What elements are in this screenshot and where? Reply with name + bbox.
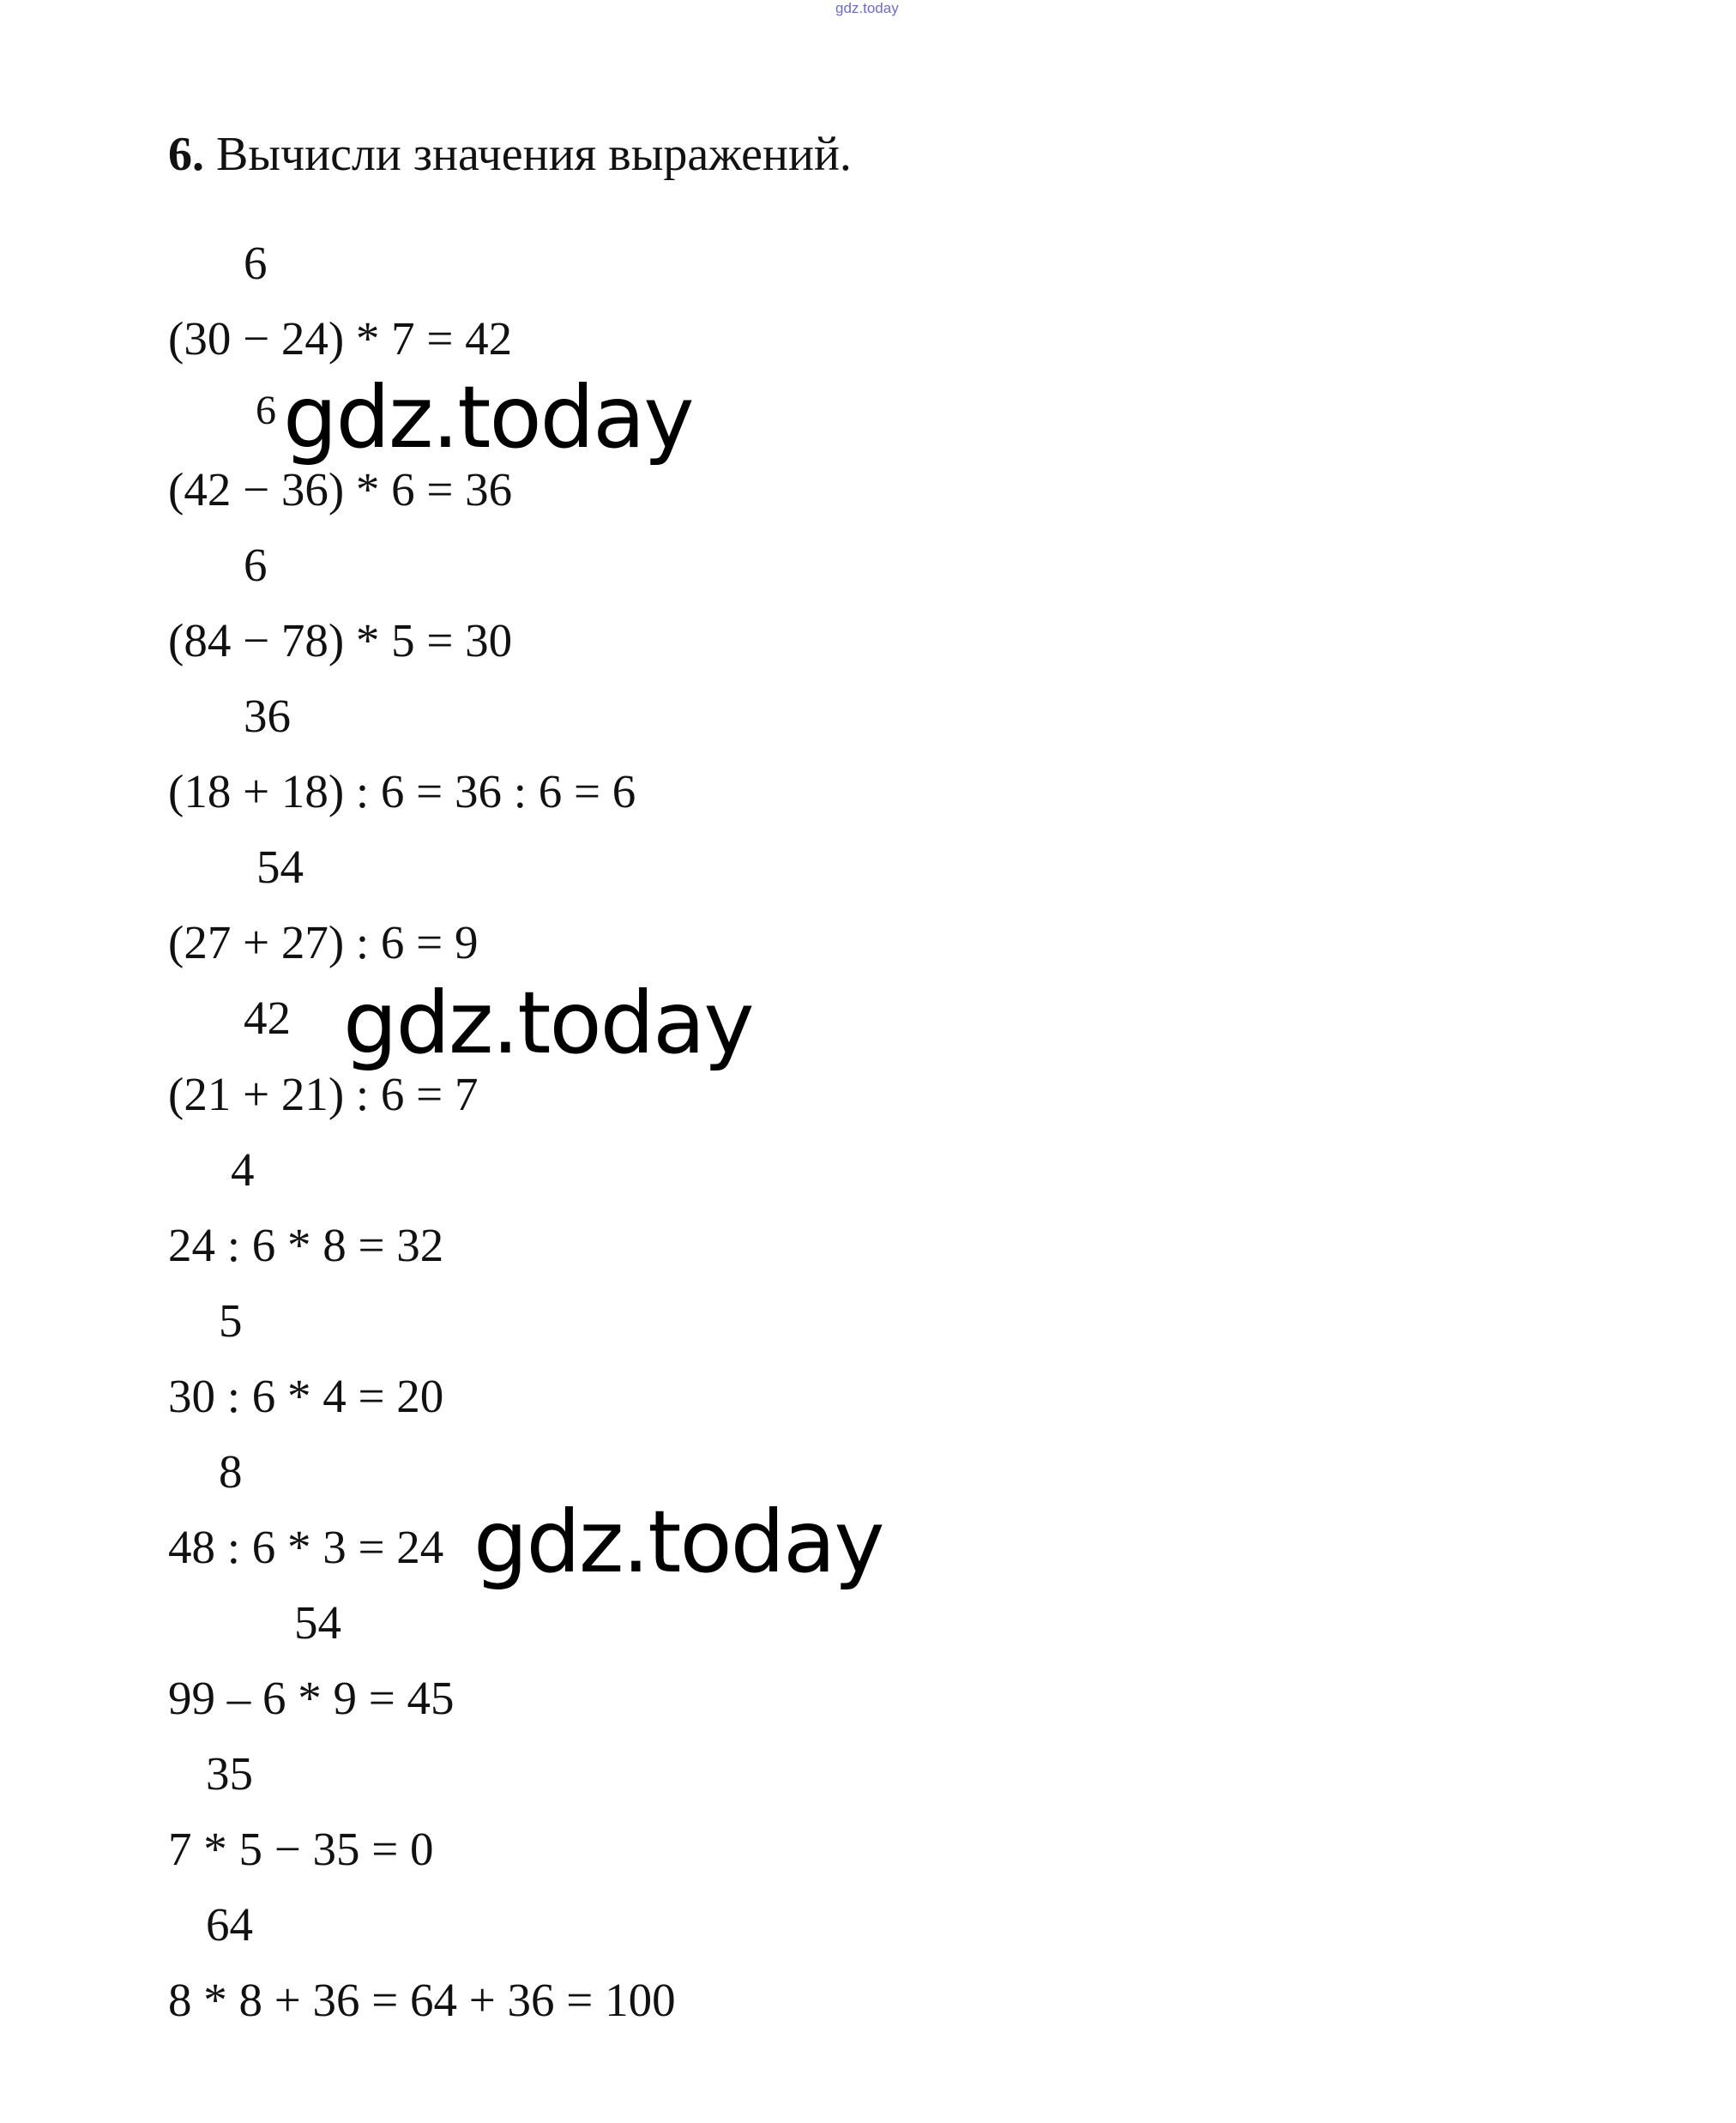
expression: 7 * 5 − 35 = 0: [168, 1823, 434, 1875]
intermediate-result: 35: [206, 1747, 253, 1800]
intermediate-result: 36: [244, 690, 291, 742]
expression: (18 + 18) : 6 = 36 : 6 = 6: [168, 765, 636, 817]
intermediate-result: 4: [231, 1143, 255, 1196]
intermediate-result: 64: [206, 1898, 253, 1951]
expression: (21 + 21) : 6 = 7: [168, 1068, 479, 1120]
expression: 30 : 6 * 4 = 20: [168, 1370, 444, 1422]
expression: (27 + 27) : 6 = 9: [168, 916, 479, 968]
expression: 48 : 6 * 3 = 24: [168, 1521, 444, 1573]
intermediate-result: 54: [256, 841, 304, 893]
intermediate-result: 5: [219, 1294, 243, 1347]
expression: (84 − 78) * 5 = 30: [168, 614, 513, 666]
intermediate-result: 8: [219, 1445, 243, 1498]
expression: 8 * 8 + 36 = 64 + 36 = 100: [168, 1974, 676, 2026]
intermediate-result: 6: [244, 539, 268, 591]
task-title: Вычисли значения выражений.: [216, 128, 852, 181]
expression: 99 – 6 * 9 = 45: [168, 1672, 455, 1724]
header-watermark: gdz.today: [835, 0, 899, 16]
task-number: 6.: [168, 128, 204, 181]
expression: 24 : 6 * 8 = 32: [168, 1219, 444, 1271]
watermark: gdz.today: [283, 367, 693, 467]
watermark: gdz.today: [343, 973, 753, 1073]
intermediate-result: 6: [244, 237, 268, 289]
expression: (30 − 24) * 7 = 42: [168, 312, 513, 365]
expression: (42 − 36) * 6 = 36: [168, 463, 513, 516]
task-heading: [168, 128, 852, 181]
watermark: gdz.today: [473, 1492, 883, 1592]
intermediate-result: 54: [294, 1596, 341, 1649]
intermediate-result: 6: [256, 388, 276, 433]
intermediate-result: 42: [244, 992, 291, 1044]
